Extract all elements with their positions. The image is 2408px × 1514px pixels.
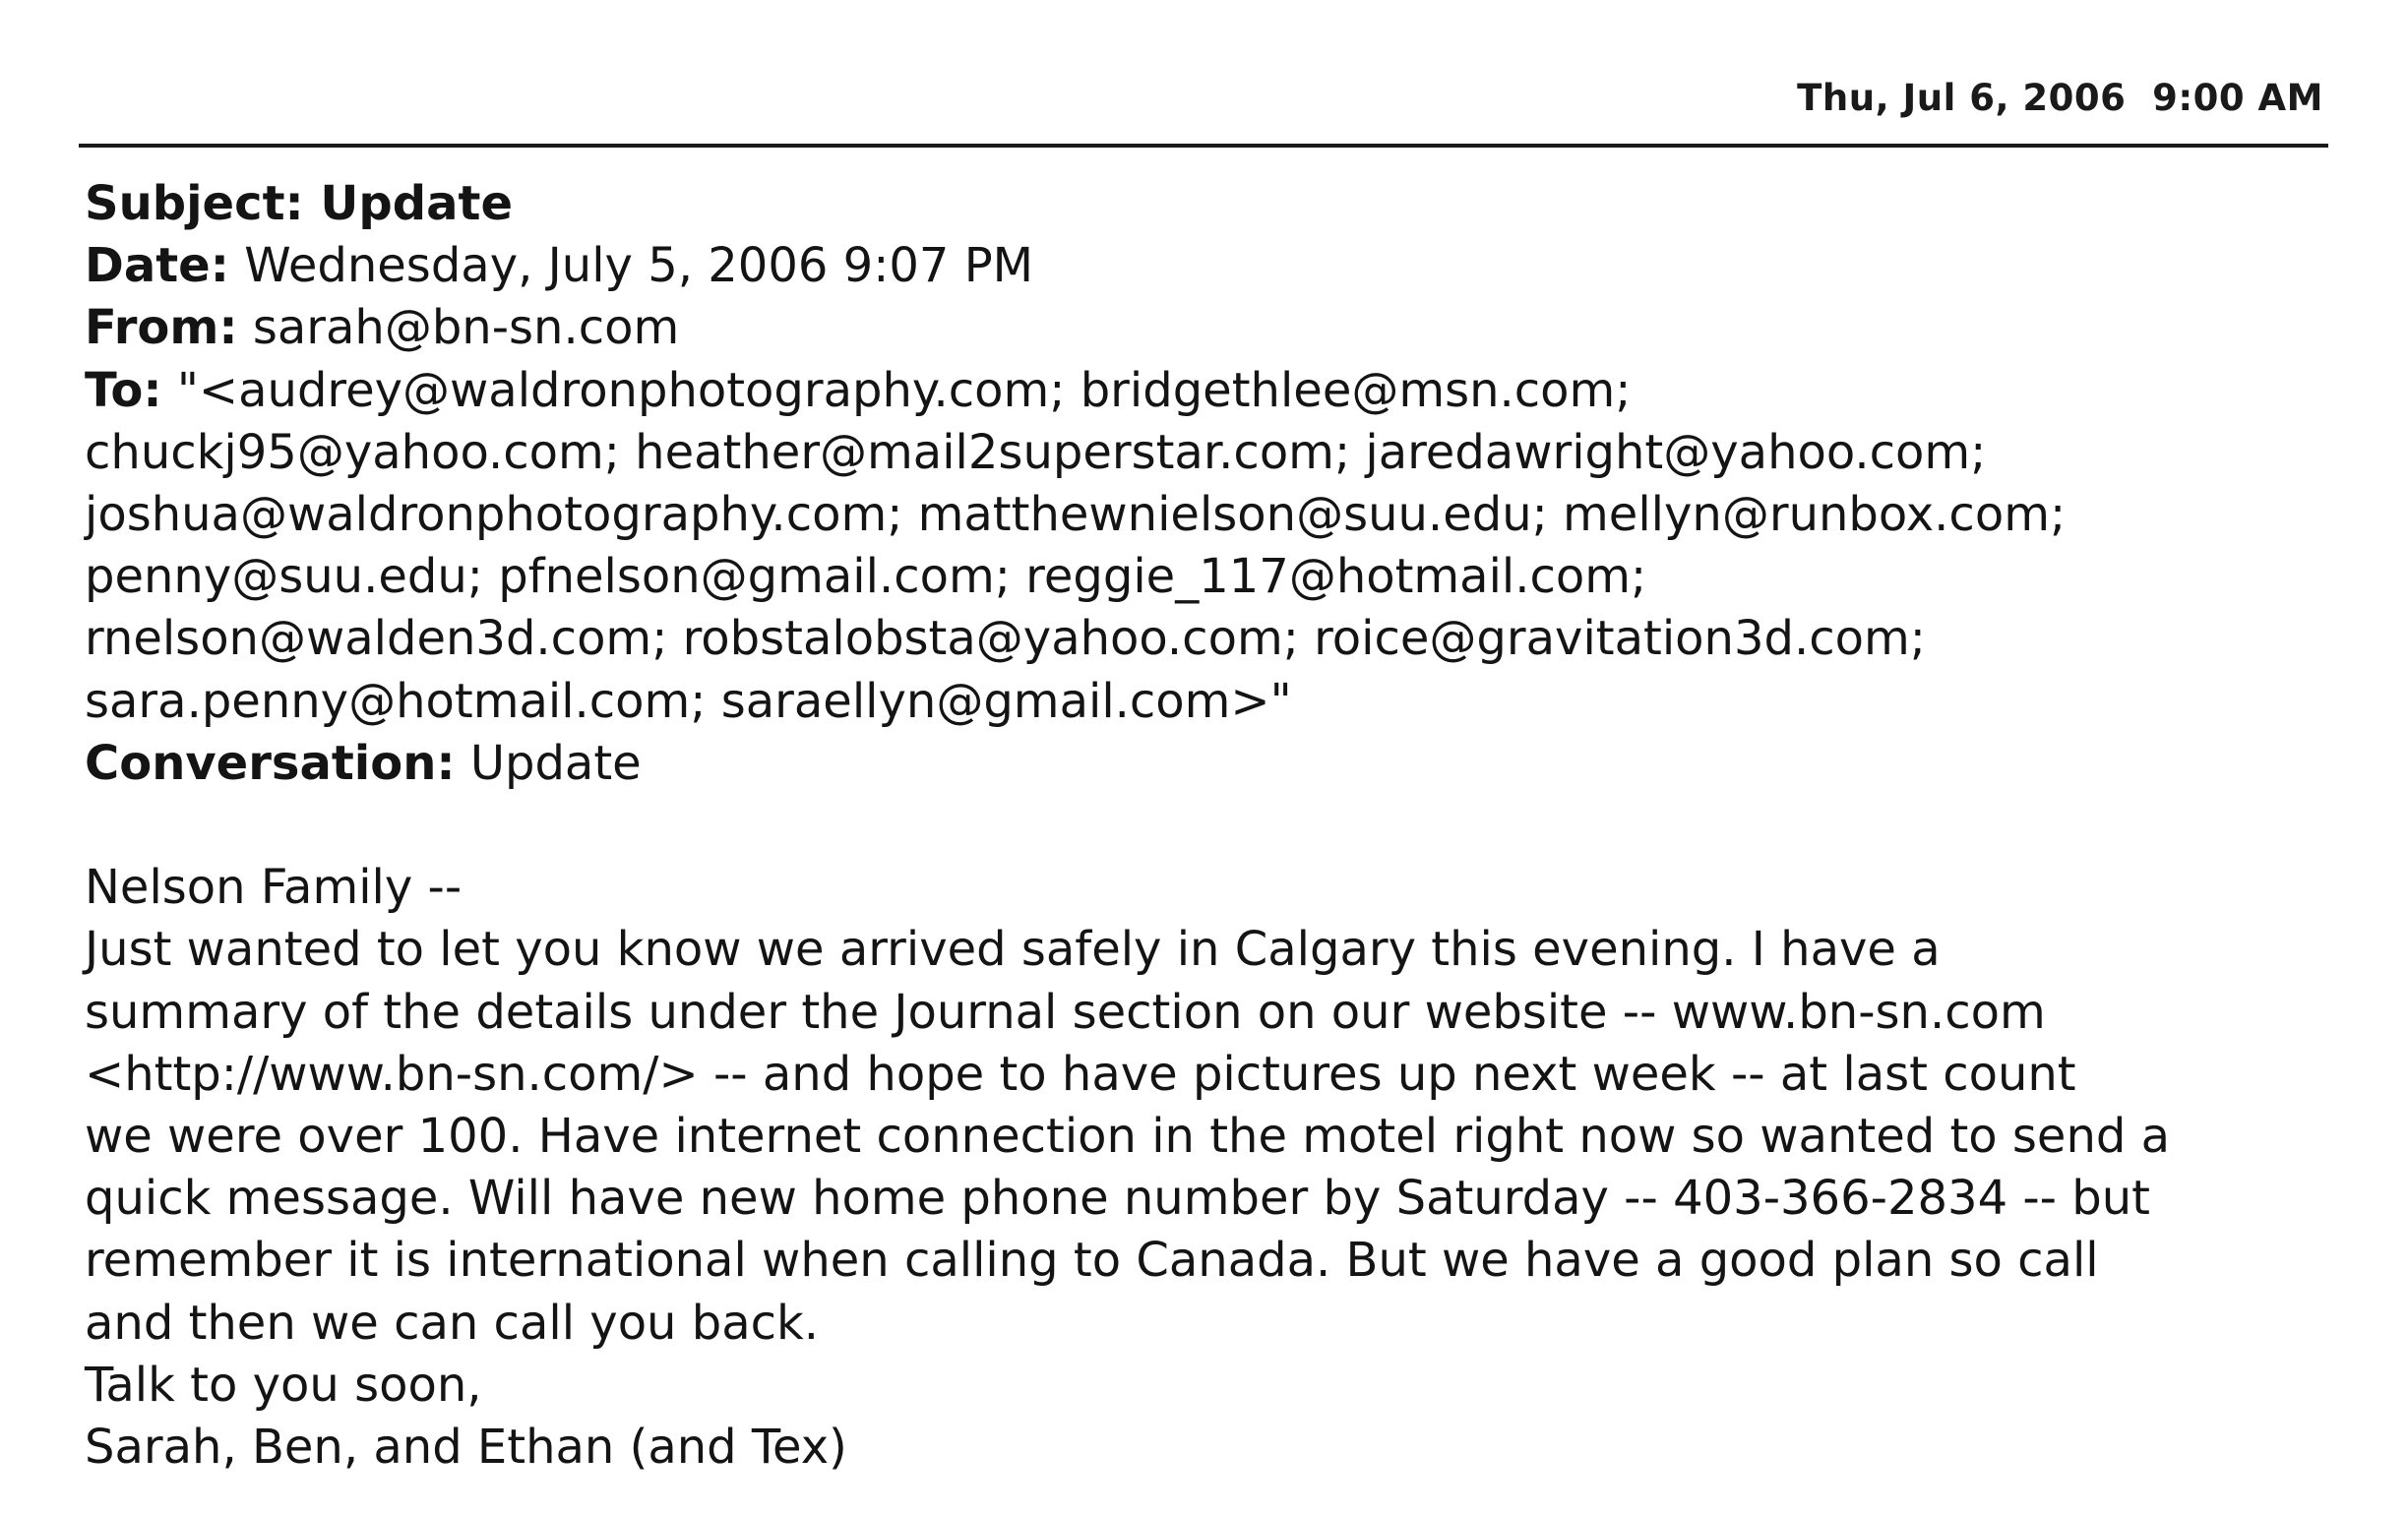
to-line — [85, 360, 2358, 422]
body-text-line: remember it is international when calling to Canada. But we have a good plan so call — [85, 1233, 2099, 1289]
print-timestamp: Thu, Jul 6, 2006 9:00 AM — [1797, 77, 2323, 119]
from-line — [85, 297, 2358, 359]
to-recipients-line: rnelson@walden3d.com; robstalobsta@yahoo.com; roice@gravitation3d.com; — [85, 611, 1926, 667]
body-text-line: and then we can call you back. — [85, 1295, 820, 1351]
spacer — [85, 795, 2358, 857]
body-text-line: quick message. Will have new home phone number by Saturday -- 403-366-2834 -- but — [85, 1171, 2150, 1227]
subject-label: Subject: — [85, 176, 304, 231]
body-text-line: <http://www.bn-sn.com/> -- and hope to have pictures up next week -- at last count — [85, 1046, 2076, 1102]
from-label: From: — [85, 300, 238, 356]
date-value: Wednesday, July 5, 2006 9:07 PM — [244, 238, 1034, 294]
to-recipients-line: joshua@waldronphotography.com; matthewnielson@suu.edu; mellyn@runbox.com; — [85, 487, 2067, 543]
to-label: To: — [85, 362, 162, 418]
date-line — [85, 235, 2358, 297]
header-divider — [79, 144, 2328, 148]
closing-line: Talk to you soon, — [85, 1357, 482, 1413]
date-label: Date: — [85, 238, 229, 294]
signature-line: Sarah, Ben, and Ethan (and Tex) — [85, 1420, 847, 1476]
to-recipients-line: penny@suu.edu; pfnelson@gmail.com; reggie_117@hotmail.com; — [85, 549, 1647, 605]
conversation-label: Conversation: — [85, 735, 456, 791]
conversation-value: Update — [469, 735, 642, 791]
body-text-line: Just wanted to let you know we arrived safely in Calgary this evening. I have a — [85, 922, 1941, 978]
conversation-line — [85, 733, 2358, 795]
subject-value: Update — [320, 176, 514, 231]
body-text-line: we were over 100. Have internet connection in the motel right now so wanted to send a — [85, 1109, 2171, 1165]
to-recipients-line: "<audrey@waldronphotography.com; bridgethlee@msn.com; — [176, 362, 1632, 418]
to-recipients-line: chuckj95@yahoo.com; heather@mail2superstar.com; jaredawright@yahoo.com; — [85, 424, 1987, 480]
from-value: sarah@bn-sn.com — [252, 300, 680, 356]
subject-line — [85, 173, 2358, 235]
salutation: Nelson Family -- — [85, 860, 463, 916]
email-message — [85, 173, 2358, 1479]
to-recipients-line: sara.penny@hotmail.com; saraellyn@gmail.com>" — [85, 673, 1292, 729]
body-text-line: summary of the details under the Journal section on our website -- www.bn-sn.com — [85, 984, 2046, 1040]
